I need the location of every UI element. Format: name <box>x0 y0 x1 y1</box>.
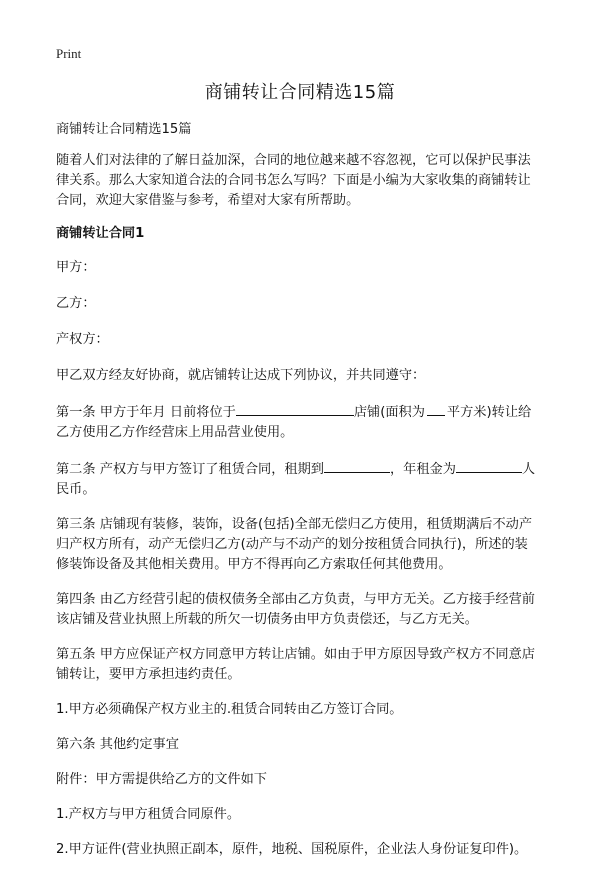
document-title: 商铺转让合同精选15篇 <box>204 82 396 103</box>
article-6: 第六条 其他约定事宜 <box>56 737 179 752</box>
document-body <box>56 120 538 875</box>
party-a-field: 甲方： <box>56 260 96 275</box>
article-1-text-b: 店铺(面积为 <box>353 405 425 420</box>
location-blank <box>236 401 354 416</box>
section-heading: 商铺转让合同1 <box>56 226 145 241</box>
list-item: 2.甲方证件(营业执照正副本，原件，地税、国税原件，企业法人身份证复印件)。 <box>56 842 528 857</box>
annual-rent-blank <box>456 458 522 473</box>
article-4: 第四条 由乙方经营引起的债权债务全部由乙方负责，与甲方无关。乙方接手经营前该店铺及营业执照上所载的所欠一切债务由甲方负责偿还，与乙方无关。 <box>56 592 535 627</box>
document-subtitle: 商铺转让合同精选15篇 <box>56 122 192 137</box>
list-item: 1.产权方与甲方租赁合同原件。 <box>56 807 241 822</box>
lease-end-blank <box>324 458 390 473</box>
article-1-text-c: 平方米)转让给乙方使用乙方作经营床上用品营业使用。 <box>56 405 532 440</box>
article-2-text-b: ，年租金为 <box>389 462 456 477</box>
list-item: 1.甲方必须确保产权方业主的.租赁合同转由乙方签订合同。 <box>56 702 403 717</box>
article-1-text-a: 第一条 甲方于年月 日前将位于 <box>56 405 236 420</box>
article-3: 第三条 店铺现有装修，装饰，设备(包括)全部无偿归乙方使用，租赁期满后不动产归产权方所有，动产无偿归乙方(动产与不动产的划分按租赁合同执行)，所述的装修装饰设备及其他相关费用。甲方不得再向乙方索取任何其他费用。 <box>56 517 533 572</box>
attachment-heading: 附件：甲方需提供给乙方的文件如下 <box>56 772 267 787</box>
article-5: 第五条 甲方应保证产权方同意甲方转让店铺。如由于甲方原因导致产权方不同意店铺转让，要甲方承担违约责任。 <box>56 647 535 682</box>
agreement-paragraph: 甲乙双方经友好协商，就店铺转让达成下列协议，并共同遵守： <box>56 368 426 383</box>
print-label: Print <box>56 46 82 61</box>
owner-field: 产权方： <box>56 332 109 347</box>
article-2 <box>56 458 538 500</box>
area-blank <box>427 401 445 416</box>
article-2-text-c: 人民币。 <box>56 462 536 497</box>
article-2-text-a: 第二条 产权方与甲方签订了租赁合同，租期到 <box>56 462 324 477</box>
intro-paragraph: 随着人们对法律的了解日益加深，合同的地位越来越不容忽视，它可以保护民事法律关系。那么大家知道合法的合同书怎么写吗？下面是小编为大家收集的商铺转让合同，欢迎大家借鉴与参考，希望对大家有所帮助。 <box>56 153 531 208</box>
article-1 <box>56 401 538 443</box>
party-b-field: 乙方： <box>56 296 96 311</box>
